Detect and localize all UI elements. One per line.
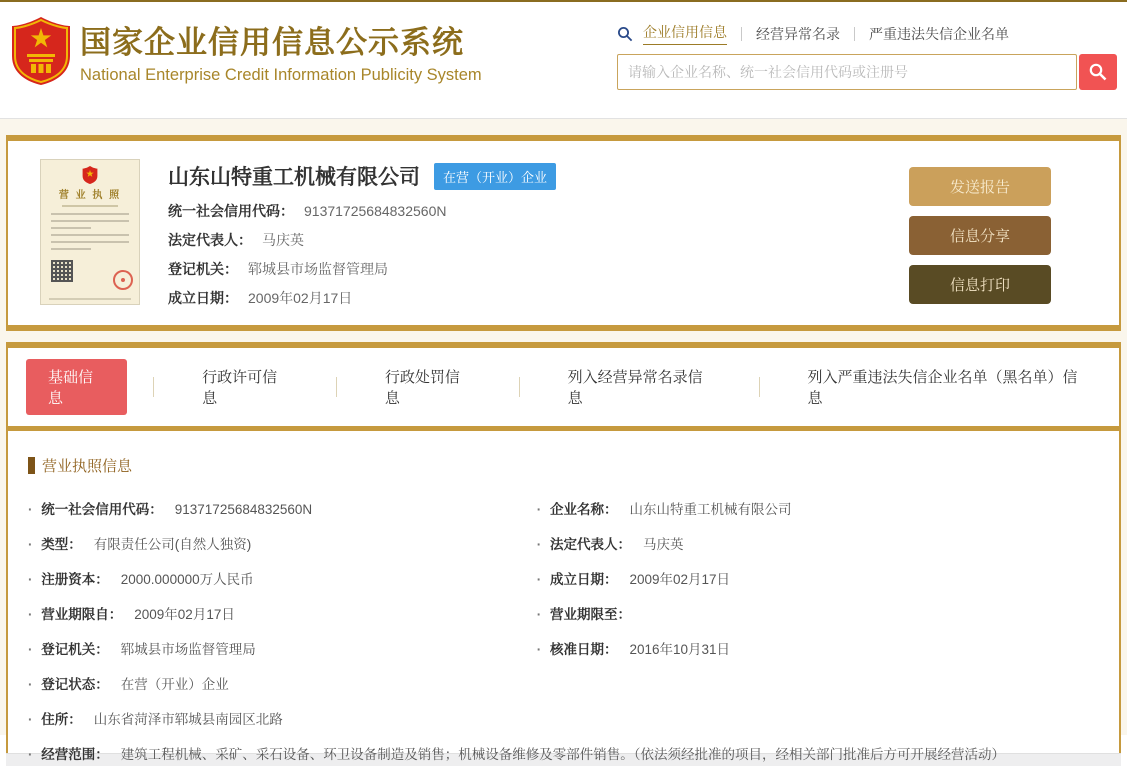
- search-tab-serious-violation[interactable]: 严重违法失信企业名单: [869, 25, 1009, 42]
- tab-abnormal-operations-list[interactable]: 列入经营异常名录信息: [567, 369, 703, 407]
- search-button-icon: [1088, 62, 1108, 82]
- site-header: [0, 2, 1127, 119]
- license-qr-code: [51, 260, 73, 282]
- national-emblem-logo: [10, 16, 72, 86]
- field-company-type: · 类型： 有限责任公司(自然人独资): [28, 525, 537, 560]
- license-fields-grid: [28, 490, 1099, 665]
- field-company-name: · 企业名称： 山东山特重工机械有限公司: [537, 490, 1099, 525]
- license-thumb-line: [51, 220, 129, 222]
- business-license-thumbnail[interactable]: [40, 159, 140, 305]
- license-thumb-line: [51, 234, 129, 236]
- search-tab-enterprise-credit[interactable]: 企业信用信息: [643, 22, 727, 45]
- license-emblem-icon: [82, 166, 98, 184]
- page-subtitle: National Enterprise Credit Information Publicity System: [80, 66, 482, 84]
- field-registration-status: · 登记状态： 在营（开业）企业: [28, 665, 1099, 700]
- section-title: 营业执照信息: [42, 458, 133, 475]
- license-fields-fullwidth: [28, 665, 1099, 770]
- company-name: 山东山特重工机械有限公司: [168, 166, 420, 189]
- field-registered-capital: · 注册资本： 2000.000000万人民币: [28, 560, 537, 595]
- tab-basic-info[interactable]: 基础信息: [26, 359, 127, 415]
- search-icon: [617, 26, 633, 42]
- divider: [519, 377, 520, 397]
- search-tab-abnormal-operations[interactable]: 经营异常名录: [756, 25, 840, 42]
- license-thumb-line: [51, 241, 129, 243]
- field-business-scope: · 经营范围： 建筑工程机械、采矿、采石设备、环卫设备制造及销售；机械设备维修及零部件销售。（依法须经批准的项目，经相关部门批准后方可开展经营活动）: [28, 735, 1099, 770]
- summary-field-legal-rep: 法定代表人： 马庆英: [168, 232, 304, 248]
- license-thumb-title: 营 业 执 照: [58, 190, 122, 201]
- field-legal-rep: · 法定代表人： 马庆英: [537, 525, 1099, 560]
- section-marker: [28, 457, 35, 474]
- field-address: · 住所： 山东省菏泽市郓城县南园区北路: [28, 700, 1099, 735]
- field-term-start: · 营业期限自： 2009年02月17日: [28, 595, 537, 630]
- tab-serious-violation-blacklist[interactable]: 列入严重违法失信企业名单（黑名单）信息: [807, 369, 1078, 407]
- field-establish-date: · 成立日期： 2009年02月17日: [537, 560, 1099, 595]
- divider: [759, 377, 760, 397]
- license-red-seal-icon: [113, 270, 133, 290]
- summary-field-credit-code: 统一社会信用代码： 91371725684832560N: [168, 203, 447, 219]
- divider: [854, 27, 855, 41]
- license-thumb-line: [51, 248, 91, 250]
- share-info-button[interactable]: 信息分享: [909, 216, 1051, 255]
- divider: [741, 27, 742, 41]
- summary-field-registration-authority: 登记机关： 郓城县市场监督管理局: [168, 261, 388, 277]
- license-info-panel: [6, 431, 1121, 762]
- field-term-end: · 营业期限至：: [537, 595, 1099, 630]
- page-title: 国家企业信用信息公示系统: [80, 25, 464, 60]
- status-badge: 在营（开业）企业: [434, 163, 556, 190]
- summary-actions: [909, 167, 1051, 309]
- print-info-button[interactable]: 信息打印: [909, 265, 1051, 304]
- company-summary-card: [6, 135, 1121, 331]
- company-summary-info: [140, 159, 909, 309]
- search-area: [617, 14, 1117, 90]
- section-tabbar: [6, 342, 1121, 431]
- license-thumb-subline: [62, 205, 118, 207]
- page-background: [0, 119, 1127, 762]
- divider: [153, 377, 154, 397]
- brand: [8, 14, 482, 86]
- license-thumb-footer-line: [49, 298, 131, 300]
- send-report-button[interactable]: 发送报告: [909, 167, 1051, 206]
- search-button[interactable]: [1079, 54, 1117, 90]
- tab-administrative-penalty[interactable]: 行政处罚信息: [384, 369, 460, 407]
- tab-administrative-license[interactable]: 行政许可信息: [202, 369, 278, 407]
- license-thumb-line: [51, 227, 91, 229]
- license-thumb-line: [51, 213, 129, 215]
- field-approval-date: · 核准日期： 2016年10月31日: [537, 630, 1099, 665]
- field-registration-authority: · 登记机关： 郓城县市场监督管理局: [28, 630, 537, 665]
- search-input[interactable]: [617, 54, 1077, 90]
- divider: [336, 377, 337, 397]
- field-credit-code: · 统一社会信用代码： 91371725684832560N: [28, 490, 537, 525]
- summary-field-establish-date: 成立日期： 2009年02月17日: [168, 290, 353, 306]
